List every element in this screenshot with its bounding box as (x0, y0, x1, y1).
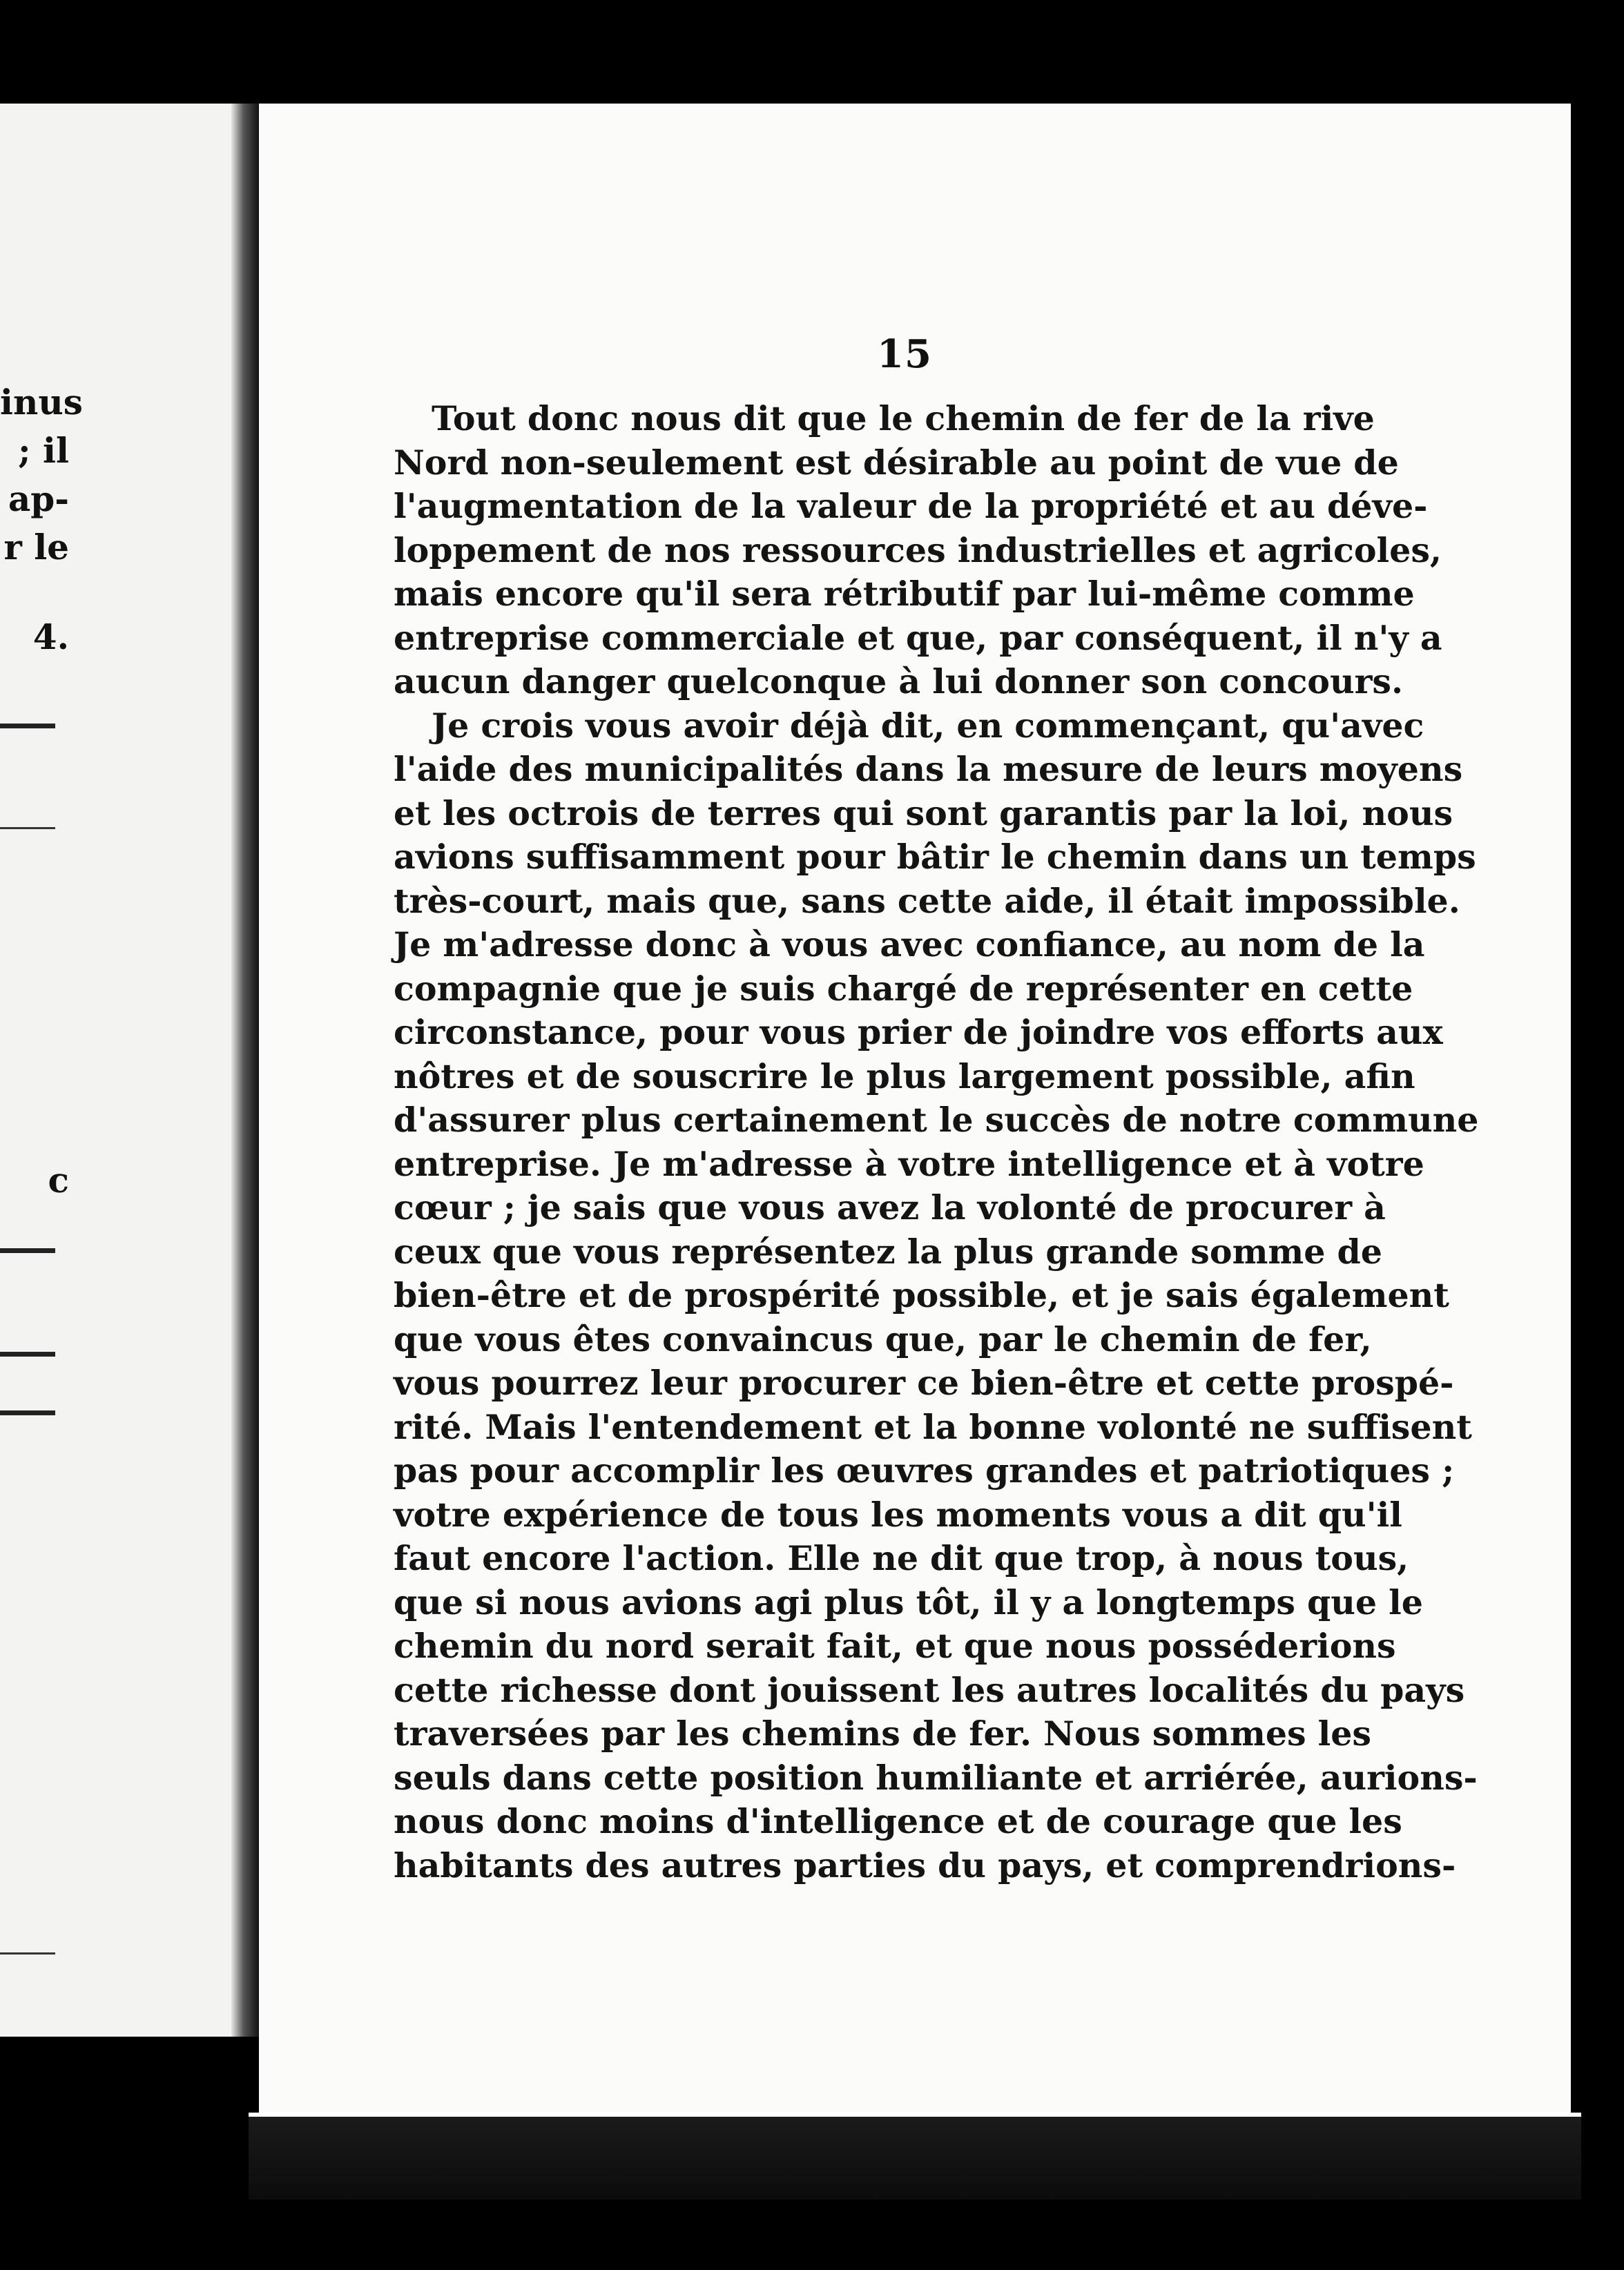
text-line: l'augmentation de la valeur de la propriété et au déve- (394, 486, 1428, 526)
text-line: nous donc moins d'intelligence et de courage que les (394, 1801, 1402, 1841)
text-line: cœur ; je sais que vous avez la volonté de procurer à (394, 1187, 1386, 1228)
body-text (394, 397, 1479, 1888)
text-line: circonstance, pour vous prier de joindre vos efforts aux (394, 1012, 1443, 1052)
text-line: nôtres et de souscrire le plus largement possible, afin (394, 1056, 1415, 1096)
text-line: Nord non-seulement est désirable au point de vue de (394, 442, 1399, 483)
paragraph (394, 397, 1442, 704)
left-fragment: 4. (32, 617, 69, 657)
text-line: bien-être et de prospérité possible, et je sais également (394, 1275, 1449, 1315)
text-line: très-court, mais que, sans cette aide, il était impossible. (394, 880, 1460, 921)
text-line: votre expérience de tous les moments vous a dit qu'il (394, 1494, 1402, 1535)
left-fragment: inus (0, 382, 83, 423)
text-line: cette richesse dont jouissent les autres localités du pays (394, 1669, 1465, 1710)
text-line: que vous êtes convaincus que, par le chemin de fer, (394, 1319, 1372, 1359)
text-line: traversées par les chemins de fer. Nous sommes les (394, 1714, 1372, 1754)
page-bottom-edge (249, 2113, 1581, 2200)
text-line: aucun danger quelconque à lui donner son concours. (394, 661, 1404, 701)
text-line: loppement de nos ressources industrielles et agricoles, (394, 530, 1442, 570)
text-line: compagnie que je suis chargé de représenter en cette (394, 968, 1413, 1009)
book-gutter (231, 104, 259, 2037)
left-rule (0, 724, 55, 728)
text-line: avions suffisamment pour bâtir le chemin dans un temps (394, 837, 1476, 877)
text-line: entreprise. Je m'adresse à votre intelligence et à votre (394, 1143, 1424, 1184)
text-line: et les octrois de terres qui sont garantis par la loi, nous (394, 793, 1453, 833)
text-line: ceux que vous représentez la plus grande somme de (394, 1231, 1382, 1272)
text-line: vous pourrez leur procurer ce bien-être et cette prospé- (394, 1363, 1454, 1403)
left-fragment: ; il (18, 430, 69, 471)
text-line: seuls dans cette position humiliante et arriérée, aurions- (394, 1757, 1478, 1798)
left-fragment: ap- (8, 478, 69, 519)
text-line: mais encore qu'il sera rétributif par lui-même comme (394, 574, 1415, 614)
left-rule (0, 1352, 55, 1357)
paragraph (394, 704, 1479, 1888)
left-rule (0, 1952, 55, 1954)
text-line: rité. Mais l'entendement et la bonne volonté ne suffisent (394, 1406, 1472, 1447)
text-line: Tout donc nous dit que le chemin de fer de la rive (432, 398, 1375, 438)
left-rule (0, 1410, 55, 1415)
left-rule (0, 827, 55, 829)
text-line: pas pour accomplir les œuvres grandes et patriotiques ; (394, 1451, 1455, 1491)
text-line: faut encore l'action. Elle ne dit que trop, à nous tous, (394, 1538, 1409, 1578)
text-line: d'assurer plus certainement le succès de notre commune (394, 1100, 1479, 1140)
left-facing-page (0, 104, 252, 2037)
text-line: que si nous avions agi plus tôt, il y a longtemps que le (394, 1582, 1423, 1622)
left-fragment: c (48, 1160, 69, 1201)
text-line: habitants des autres parties du pays, et comprendrions- (394, 1845, 1456, 1885)
left-fragment: r le (3, 527, 69, 568)
text-line: entreprise commerciale et que, par conséquent, il n'y a (394, 617, 1442, 658)
text-line: l'aide des municipalités dans la mesure de leurs moyens (394, 749, 1463, 789)
text-line: Je m'adresse donc à vous avec confiance, au nom de la (394, 924, 1425, 964)
page-number: 15 (877, 331, 932, 377)
left-rule (0, 1248, 55, 1253)
text-line: chemin du nord serait fait, et que nous posséderions (394, 1626, 1396, 1666)
text-line: Je crois vous avoir déjà dit, en commençant, qu'avec (432, 705, 1424, 746)
